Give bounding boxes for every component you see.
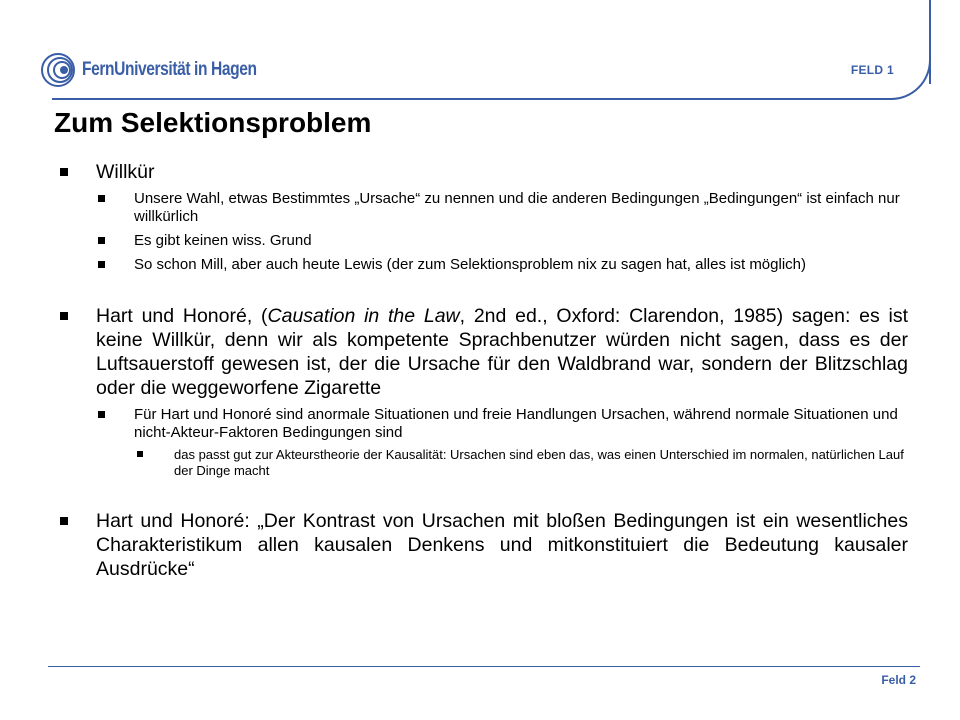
bullet-hart-honore — [58, 304, 908, 479]
sub-bullet — [96, 232, 908, 250]
sub-bullet-list — [96, 190, 908, 274]
slide-content — [58, 160, 908, 599]
bullet-square-icon — [60, 517, 68, 525]
sub-bullet-list — [96, 406, 908, 479]
header-divider-line — [52, 98, 892, 100]
bullet-quote — [58, 509, 908, 581]
bullet-text-post: , 2nd ed., Oxford: Clarendon, 1985) sagen: es ist keine Willkür, denn wir als kompetente Sprachbenutzer würden nicht sagen, dass es der Luftsauerstoff gewesen ist, der die Ursache für den Waldbrand war, sondern der Blitzschlag oder die weggeworfene Zigarette — [96, 305, 909, 399]
book-title: Causation in the Law — [267, 305, 460, 327]
bullet-square-icon — [137, 451, 143, 457]
logo-globe-icon — [40, 52, 76, 88]
logo-text: FernUniversität in Hagen — [82, 59, 257, 80]
field-2-label: Feld 2 — [881, 673, 916, 687]
university-logo — [40, 50, 295, 90]
bullet-square-icon — [60, 312, 68, 320]
sub-bullet-text: Es gibt keinen wiss. Grund — [134, 232, 312, 249]
sub-bullet-text: Für Hart und Honoré sind anormale Situationen und freie Handlungen Ursachen, während normale Situationen und nicht-Akteur-Faktoren Bedingungen sind — [134, 406, 898, 441]
bullet-square-icon — [60, 168, 68, 176]
sub-sub-bullet — [134, 447, 908, 479]
bullet-list — [58, 160, 908, 581]
bullet-text: Hart und Honoré: „Der Kontrast von Ursachen mit bloßen Bedingungen ist ein wesentliches Charakteristikum allen kausalen Denkens und mitkonstituiert die Bedeutung kausaler Ausdrücke“ — [96, 510, 908, 580]
bullet-square-icon — [98, 411, 105, 418]
bullet-willkuer — [58, 160, 908, 274]
footer-divider-line — [48, 666, 920, 667]
sub-sub-bullet-list — [134, 447, 908, 479]
bullet-square-icon — [98, 237, 105, 244]
sub-sub-bullet-text: das passt gut zur Akteurstheorie der Kausalität: Ursachen sind eben das, was einen Unterschied im normalen, natürlichen Lauf der Dinge macht — [174, 447, 904, 478]
slide-title: Zum Selektionsproblem — [54, 107, 372, 138]
bullet-text-pre: Hart und Honoré, ( — [96, 305, 268, 327]
sub-bullet — [96, 190, 908, 226]
sub-bullet — [96, 406, 908, 479]
field-1-label: FELD 1 — [850, 63, 894, 77]
bullet-square-icon — [98, 261, 105, 268]
bullet-square-icon — [98, 195, 105, 202]
sub-bullet-text: Unsere Wahl, etwas Bestimmtes „Ursache“ zu nennen und die anderen Bedingungen „Bedingungen“ ist einfach nur willkürlich — [134, 190, 900, 225]
bullet-paragraph — [96, 304, 908, 400]
sub-bullet-text: So schon Mill, aber auch heute Lewis (der zum Selektionsproblem nix zu sagen hat, alles ist möglich) — [134, 256, 806, 273]
bullet-text: Willkür — [96, 161, 155, 183]
sub-bullet — [96, 256, 908, 274]
